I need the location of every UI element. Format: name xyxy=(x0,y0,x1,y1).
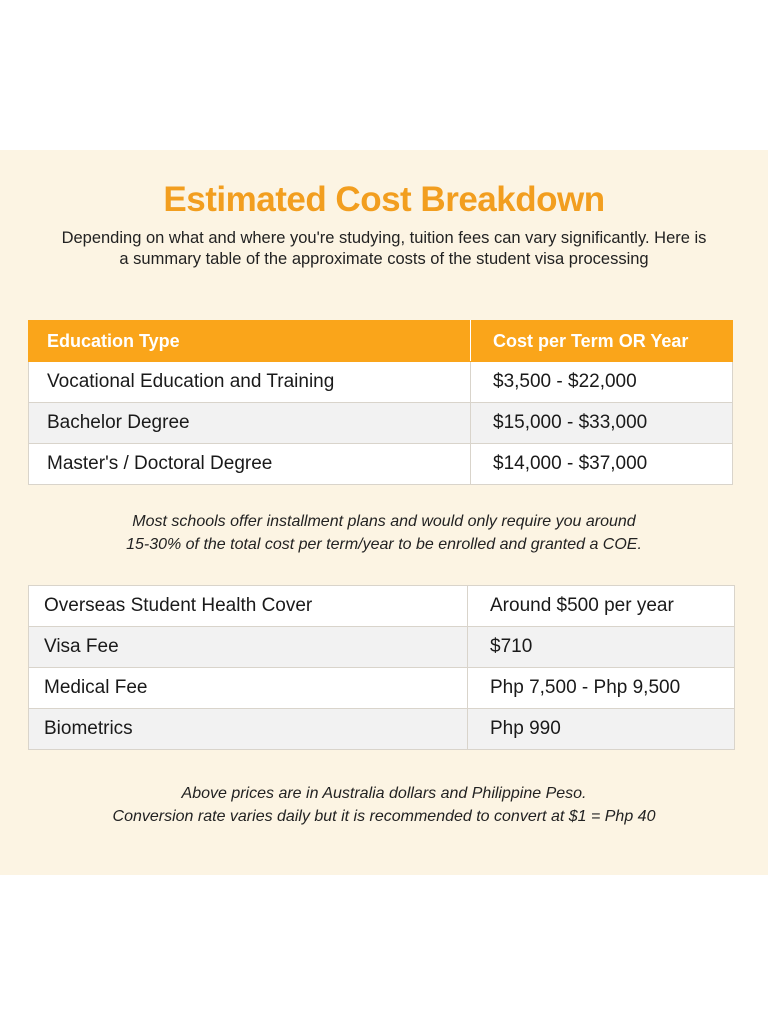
fee-name-cell: Overseas Student Health Cover xyxy=(29,586,468,627)
installment-note xyxy=(20,510,748,556)
fees-table xyxy=(28,585,735,750)
fee-amount-cell: $710 xyxy=(468,627,735,668)
installment-note-line: 15-30% of the total cost per term/year to be enrolled and granted a COE. xyxy=(126,536,642,553)
cost-cell: $3,500 - $22,000 xyxy=(471,362,733,403)
footnote-line: Conversion rate varies daily but it is recommended to convert at $1 = Php 40 xyxy=(112,808,656,825)
table-row xyxy=(29,586,735,627)
fee-name-cell: Biometrics xyxy=(29,709,468,750)
cost-cell: $15,000 - $33,000 xyxy=(471,403,733,444)
installment-note-line: Most schools offer installment plans and would only require you around xyxy=(132,513,636,530)
table-row xyxy=(29,362,733,403)
cost-cell: $14,000 - $37,000 xyxy=(471,444,733,485)
table-row xyxy=(29,668,735,709)
page-title: Estimated Cost Breakdown xyxy=(163,180,605,219)
tuition-table xyxy=(28,320,733,485)
education-type-cell: Bachelor Degree xyxy=(29,403,471,444)
header-cost: Cost per Term OR Year xyxy=(471,321,733,362)
fee-amount-cell: Around $500 per year xyxy=(468,586,735,627)
table-row xyxy=(29,627,735,668)
cost-breakdown-card xyxy=(0,150,768,875)
currency-footnote xyxy=(10,782,758,828)
tuition-table-header xyxy=(29,321,733,362)
fee-amount-cell: Php 7,500 - Php 9,500 xyxy=(468,668,735,709)
page-subtitle: Depending on what and where you're studying, tuition fees can vary significantly. Here is a summary table of the approximate costs of the student visa processing xyxy=(61,229,707,268)
header-education-type: Education Type xyxy=(29,321,471,362)
fee-name-cell: Medical Fee xyxy=(29,668,468,709)
education-type-cell: Vocational Education and Training xyxy=(29,362,471,403)
education-type-cell: Master's / Doctoral Degree xyxy=(29,444,471,485)
fee-amount-cell: Php 990 xyxy=(468,709,735,750)
table-row xyxy=(29,709,735,750)
fee-name-cell: Visa Fee xyxy=(29,627,468,668)
table-row xyxy=(29,444,733,485)
footnote-line: Above prices are in Australia dollars and Philippine Peso. xyxy=(181,785,587,802)
table-row xyxy=(29,403,733,444)
